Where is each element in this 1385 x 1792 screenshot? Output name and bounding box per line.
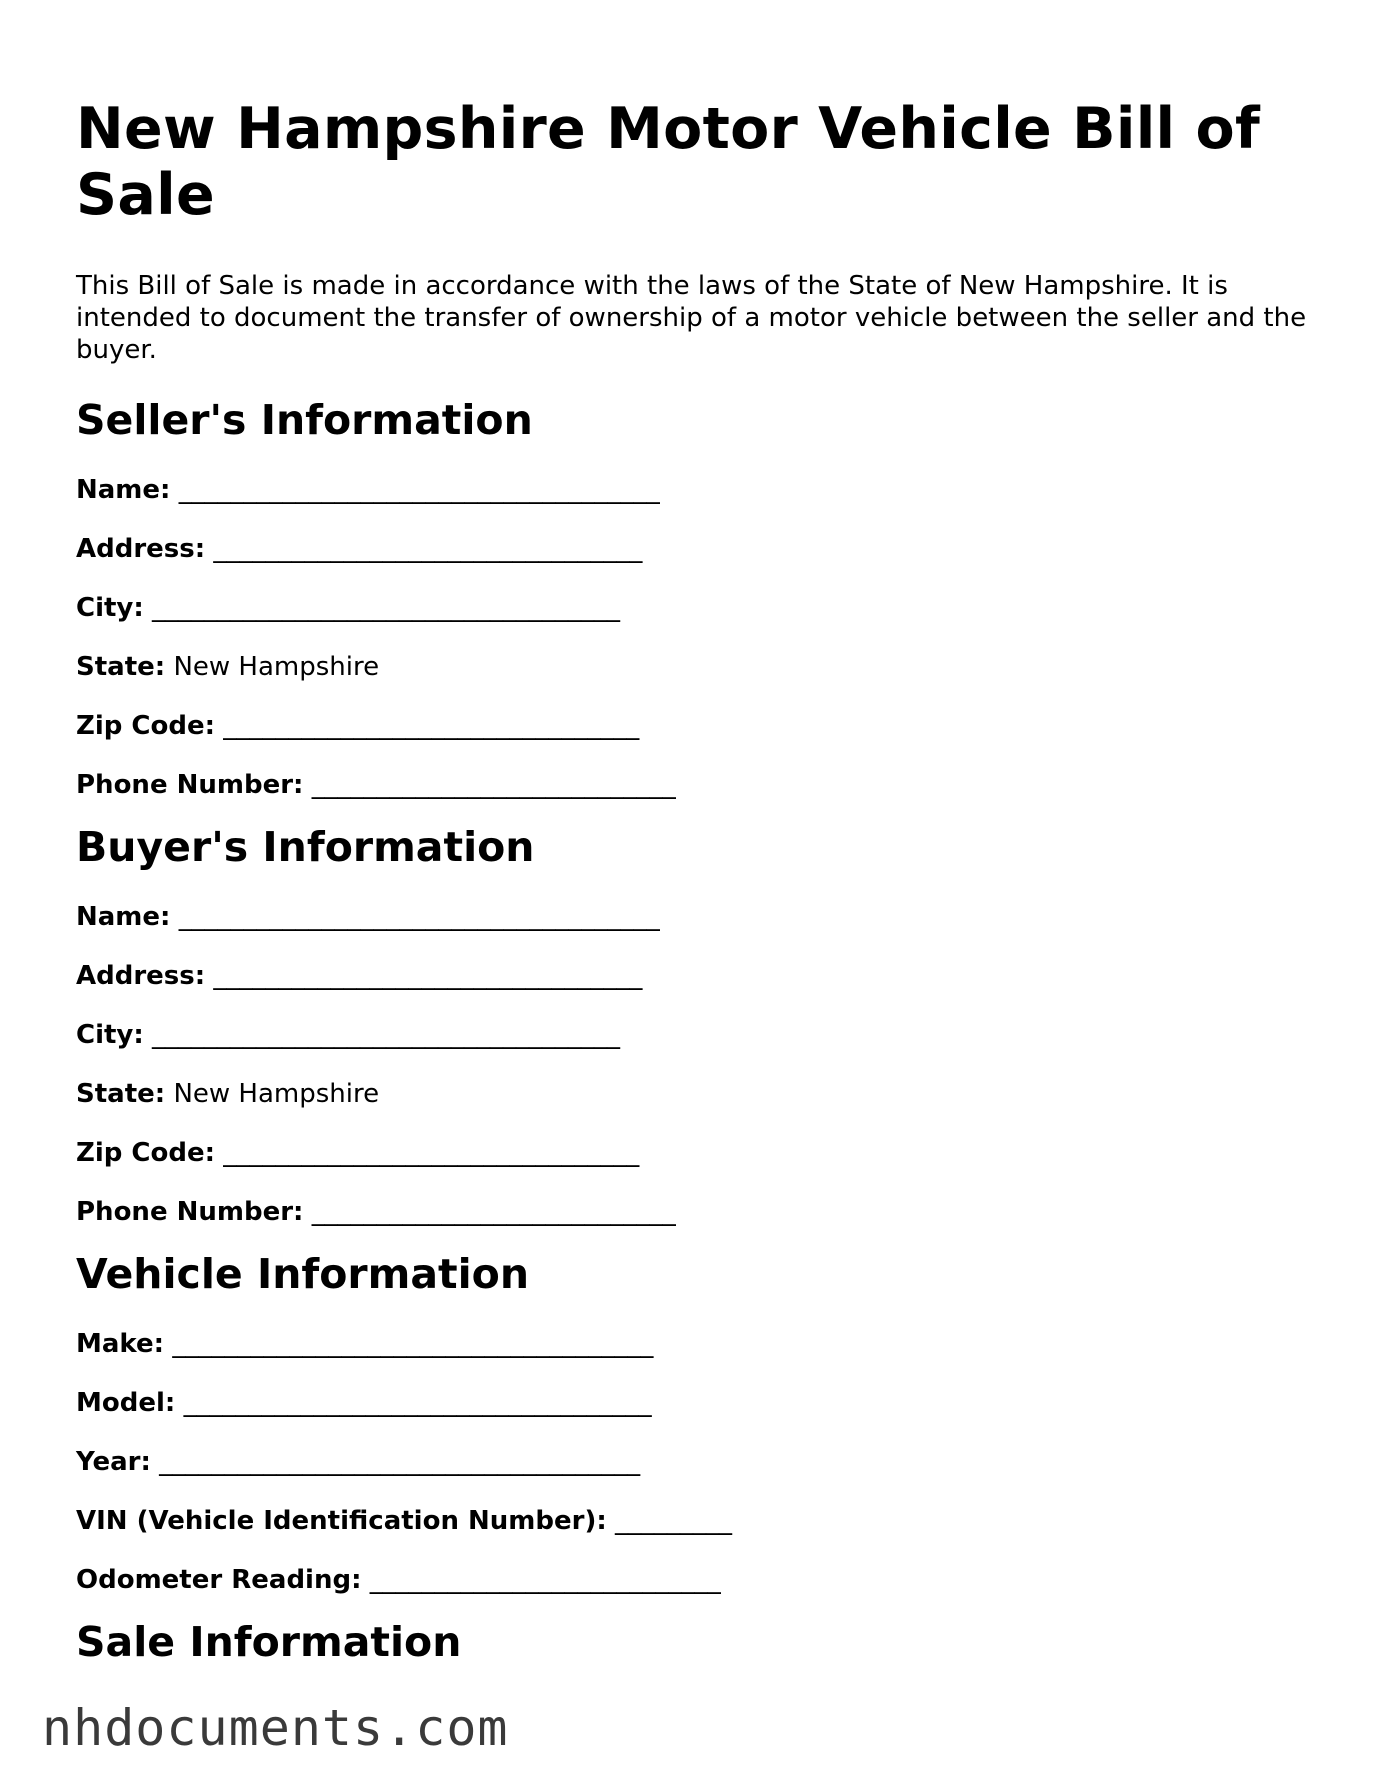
field-blank[interactable]: _____________________________________ <box>159 1447 641 1477</box>
field-label: State: <box>76 1079 166 1109</box>
field-label: Address: <box>76 961 206 991</box>
buyer-name-field[interactable] <box>76 901 1316 933</box>
buyer-zip-field[interactable] <box>76 1137 1316 1169</box>
field-label: Make: <box>76 1329 165 1359</box>
vehicle-year-field[interactable] <box>76 1446 1316 1478</box>
seller-heading: Seller's Information <box>76 396 533 444</box>
field-blank[interactable]: _________________________________ <box>213 534 643 564</box>
seller-zip-field[interactable] <box>76 710 1316 742</box>
seller-phone-field[interactable] <box>76 769 1316 801</box>
vehicle-model-field[interactable] <box>76 1387 1316 1419</box>
field-label: Address: <box>76 534 206 564</box>
field-blank[interactable]: ____________________________ <box>311 770 676 800</box>
field-blank[interactable]: _____________________________________ <box>172 1329 654 1359</box>
field-label: City: <box>76 1020 144 1050</box>
vehicle-odometer-field[interactable] <box>76 1564 1316 1596</box>
buyer-city-field[interactable] <box>76 1019 1316 1051</box>
field-blank[interactable]: ____________________________________ <box>152 1020 621 1050</box>
field-label: State: <box>76 652 166 682</box>
watermark-text: nhdocuments.com <box>42 1699 509 1757</box>
document-page <box>76 96 1316 1666</box>
vehicle-make-field[interactable] <box>76 1328 1316 1360</box>
field-blank[interactable]: _________________________________ <box>213 961 643 991</box>
field-blank[interactable]: ___________________________ <box>369 1565 721 1595</box>
vehicle-vin-field[interactable] <box>76 1505 1316 1537</box>
field-label: Odometer Reading: <box>76 1565 362 1595</box>
buyer-heading: Buyer's Information <box>76 823 535 871</box>
field-blank[interactable]: ________________________________ <box>223 711 640 741</box>
field-label: Model: <box>76 1388 176 1418</box>
field-label: City: <box>76 593 144 623</box>
seller-state-field <box>76 651 1316 683</box>
vehicle-heading: Vehicle Information <box>76 1250 530 1298</box>
field-blank[interactable]: ____________________________________ <box>152 593 621 623</box>
buyer-phone-field[interactable] <box>76 1196 1316 1228</box>
field-label: Name: <box>76 475 171 505</box>
field-value: New Hampshire <box>173 1079 380 1109</box>
intro-paragraph: This Bill of Sale is made in accordance with the laws of the State of New Hampshire. It is intended to document the transfer of ownership of a motor vehicle between the seller and the buyer. <box>76 271 1307 365</box>
field-blank[interactable]: _____________________________________ <box>178 475 660 505</box>
field-label: Year: <box>76 1447 151 1477</box>
field-label: Phone Number: <box>76 1197 304 1227</box>
field-blank[interactable]: ________________________________ <box>223 1138 640 1168</box>
buyer-state-field <box>76 1078 1316 1110</box>
seller-city-field[interactable] <box>76 592 1316 624</box>
field-label: Zip Code: <box>76 1138 216 1168</box>
field-blank[interactable]: ____________________________ <box>311 1197 676 1227</box>
document-title: New Hampshire Motor Vehicle Bill of Sale <box>76 96 1261 228</box>
field-blank[interactable]: _________ <box>615 1506 732 1536</box>
field-blank[interactable]: ____________________________________ <box>183 1388 652 1418</box>
field-label: Phone Number: <box>76 770 304 800</box>
field-value: New Hampshire <box>173 652 380 682</box>
field-blank[interactable]: _____________________________________ <box>178 902 660 932</box>
field-label: VIN (Vehicle Identification Number): <box>76 1506 607 1536</box>
seller-address-field[interactable] <box>76 533 1316 565</box>
field-label: Name: <box>76 902 171 932</box>
field-label: Zip Code: <box>76 711 216 741</box>
seller-name-field[interactable] <box>76 474 1316 506</box>
sale-heading: Sale Information <box>76 1618 462 1666</box>
buyer-address-field[interactable] <box>76 960 1316 992</box>
